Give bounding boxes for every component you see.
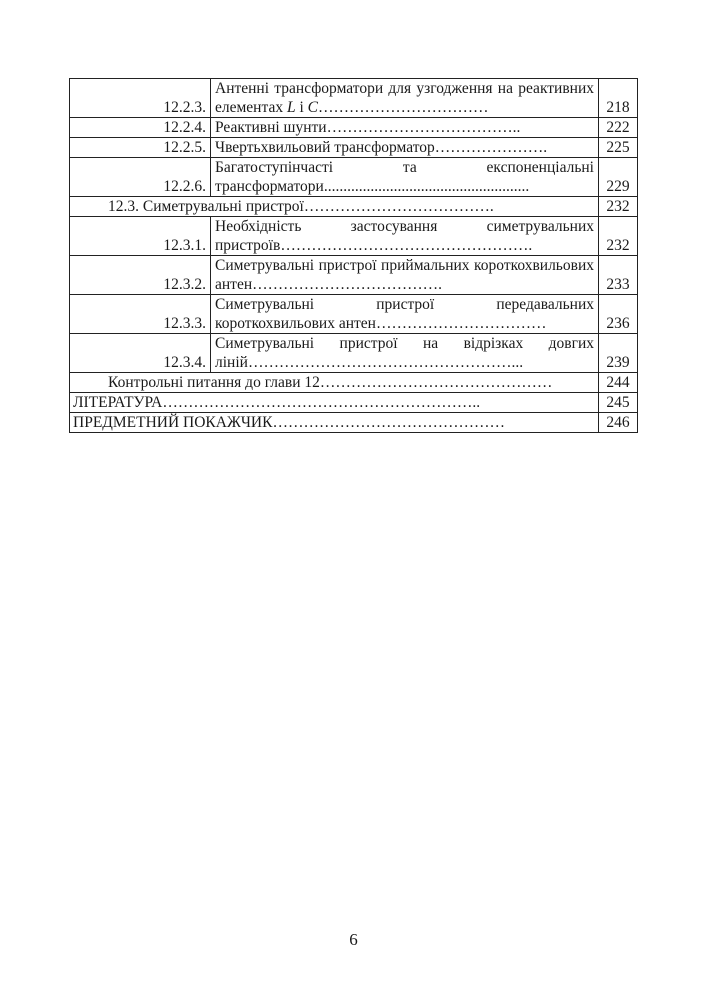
toc-entry-page: 229 — [599, 158, 638, 197]
toc-row — [70, 79, 638, 118]
toc-entry-title[interactable]: Необхідність застосування симетрувальних пристроїв…………………………………………. — [211, 217, 599, 256]
toc-section-title[interactable]: ЛІТЕРАТУРА…………………………………………………….. — [70, 393, 599, 413]
toc-entry-title[interactable]: Симетрувальні пристрої приймальних короткохвильових антен………………………………. — [211, 256, 599, 295]
toc-row — [70, 138, 638, 158]
toc-entry-page: 239 — [599, 334, 638, 373]
toc-entry-page: 246 — [599, 413, 638, 433]
toc-row — [70, 295, 638, 334]
toc-entry-number: 12.3.2. — [70, 256, 211, 295]
page-number: 6 — [349, 930, 358, 949]
toc-entry-page: 244 — [599, 373, 638, 393]
toc-entry-page: 225 — [599, 138, 638, 158]
toc-entry-page: 232 — [599, 217, 638, 256]
toc-row — [70, 256, 638, 295]
toc-entry-page: 232 — [599, 197, 638, 217]
toc-entry-page: 222 — [599, 118, 638, 138]
toc-entry-number: 12.2.6. — [70, 158, 211, 197]
toc-entry-page: 218 — [599, 79, 638, 118]
toc-row — [70, 334, 638, 373]
toc-row — [70, 413, 638, 433]
toc-row — [70, 158, 638, 197]
toc-row — [70, 373, 638, 393]
toc-entry-page: 245 — [599, 393, 638, 413]
toc-entry-title[interactable]: Симетрувальні пристрої передавальних короткохвильових антен…………………………… — [211, 295, 599, 334]
toc-entry-number: 12.2.3. — [70, 79, 211, 118]
toc-entry-number: 12.2.5. — [70, 138, 211, 158]
toc-row — [70, 217, 638, 256]
toc-section-title[interactable]: 12.3. Симетрувальні пристрої………………………………. — [70, 197, 599, 217]
toc-entry-page: 233 — [599, 256, 638, 295]
toc-entry-number: 12.3.3. — [70, 295, 211, 334]
toc-entry-number: 12.3.1. — [70, 217, 211, 256]
toc-entry-title[interactable]: Реактивні шунти……………………………….. — [211, 118, 599, 138]
toc-entry-title[interactable]: Чвертьхвильовий трансформатор…………………. — [211, 138, 599, 158]
toc-entry-title[interactable]: Багатоступінчасті та експоненціальні трансформатори..................................................... — [211, 158, 599, 197]
toc-entry-page: 236 — [599, 295, 638, 334]
toc-row — [70, 118, 638, 138]
table-of-contents — [69, 78, 638, 433]
toc-entry-number: 12.2.4. — [70, 118, 211, 138]
toc-row — [70, 197, 638, 217]
toc-section-title[interactable]: ПРЕДМЕТНИЙ ПОКАЖЧИК……………………………………… — [70, 413, 599, 433]
toc-entry-title[interactable]: Симетрувальні пристрої на відрізках довгих ліній……………………………………………... — [211, 334, 599, 373]
toc-row — [70, 393, 638, 413]
toc-entry-title[interactable]: Антенні трансформатори для узгодження на реактивних елементах L і C…………………………… — [211, 79, 599, 118]
toc-section-title[interactable]: Контрольні питання до глави 12……………………………………… — [70, 373, 599, 393]
toc-entry-number: 12.3.4. — [70, 334, 211, 373]
